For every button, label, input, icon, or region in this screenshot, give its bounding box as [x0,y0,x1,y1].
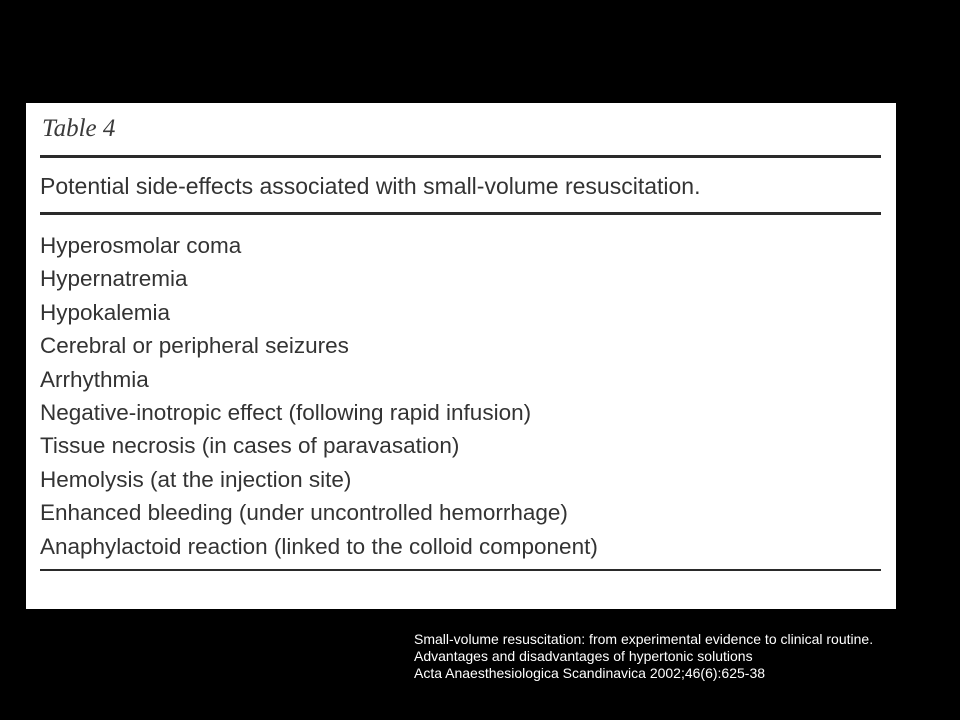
table-top-rule [40,155,881,158]
list-item: Tissue necrosis (in cases of paravasation) [40,433,460,459]
table-label: Table 4 [42,115,116,142]
list-item: Negative-inotropic effect (following rapid infusion) [40,399,532,425]
list-item: Enhanced bleeding (under uncontrolled hemorrhage) [40,500,568,526]
list-item: Arrhythmia [40,366,149,392]
citation-text [414,631,873,682]
list-item: Cerebral or peripheral seizures [40,333,349,359]
list-item: Hyperosmolar coma [40,233,242,258]
side-effects-list [40,229,598,563]
list-item: Hypernatremia [40,266,188,292]
table-caption: Potential side-effects associated with small-volume resuscitation. [40,173,701,199]
list-item: Anaphylactoid reaction (linked to the colloid component) [40,533,598,559]
citation-title: Small-volume resuscitation: from experimental evidence to clinical routine. [414,631,874,647]
table-header-rule [40,212,881,215]
list-item: Hemolysis (at the injection site) [40,466,352,492]
citation-journal: Acta Anaesthesiologica Scandinavica 2002;46(6):625-38 [414,665,766,681]
table-image-panel [26,103,896,609]
citation-subtitle: Advantages and disadvantages of hypertonic solutions [414,648,753,664]
list-item: Hypokalemia [40,299,171,325]
table-bottom-rule [40,569,881,571]
